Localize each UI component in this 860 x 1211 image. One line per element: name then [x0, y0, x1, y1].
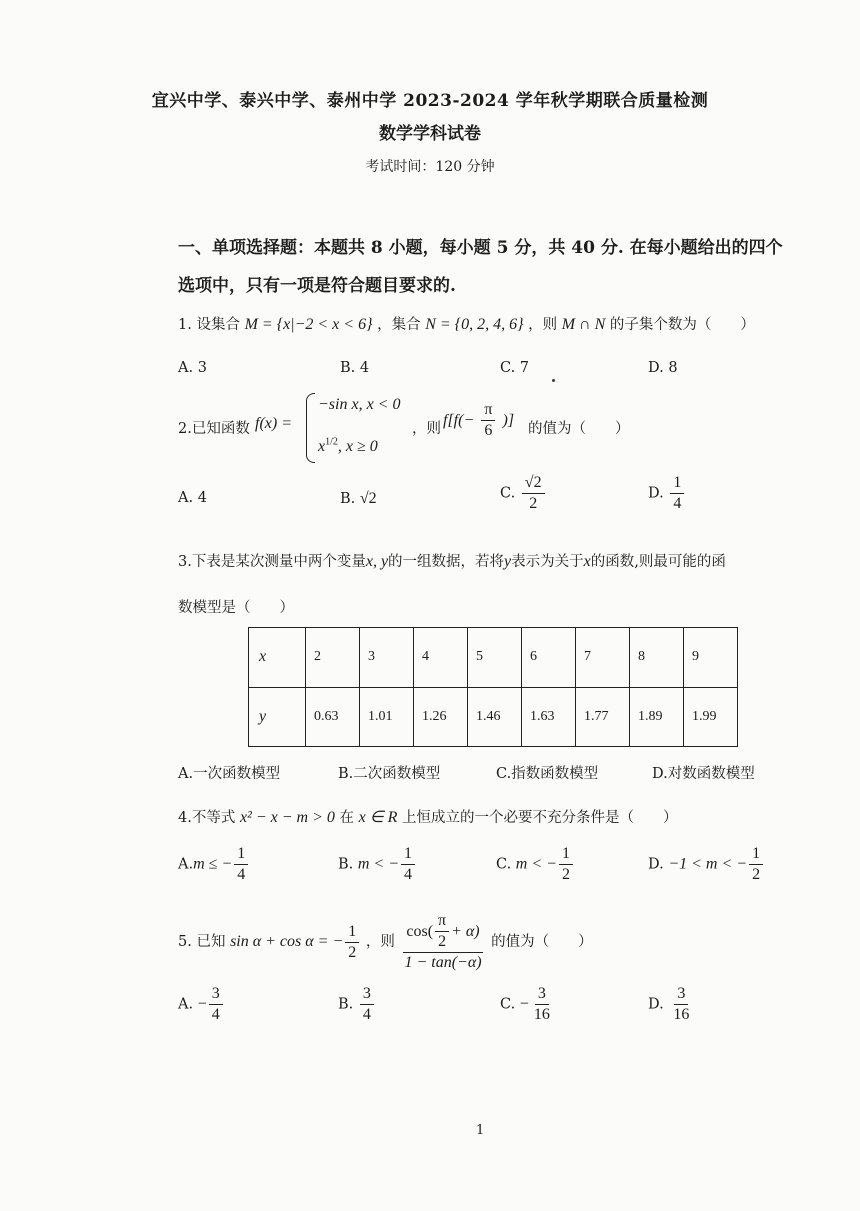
q2-fx: f(x) =	[255, 415, 292, 432]
q3-vars: x, y	[365, 553, 389, 570]
q3-line1-mid2: 表示为关于	[511, 554, 584, 570]
q5-option-c-den: 16	[533, 1006, 550, 1023]
q5-option-a-frac	[209, 985, 223, 1024]
q5-option-a-num: 3	[209, 985, 223, 1005]
q2-option-d-num: 1	[670, 474, 684, 494]
q1-option-d: D. 8	[648, 360, 678, 376]
q4-option-b-den: 4	[404, 866, 413, 883]
q5-option-d-num: 3	[674, 985, 688, 1005]
q4-option-d	[648, 845, 765, 884]
q2-option-c-label: C.	[500, 485, 516, 502]
q4-option-a-num: 1	[234, 845, 248, 865]
q5-condition-frac	[345, 923, 359, 962]
q5-option-b-den: 4	[362, 1006, 371, 1023]
q2-brace	[306, 393, 315, 463]
q4-option-c-pre: m < −	[515, 855, 557, 873]
q3-line1-mid: 的一组数据，若将	[388, 554, 505, 570]
table-cell: 8	[630, 628, 684, 688]
exam-time: 考试时间：120 分钟	[365, 159, 495, 175]
table-cell: 2	[306, 628, 360, 688]
q3-option-d: D.对数函数模型	[652, 766, 755, 782]
table-cell: 3	[360, 628, 414, 688]
q1-option-c: C. 7	[500, 360, 530, 376]
q4-inequality: x² − x − m > 0	[239, 809, 335, 826]
q2-case2	[318, 436, 378, 456]
q2-prefix: 2.已知函数	[178, 421, 250, 437]
exam-subtitle: 数学学科试卷	[379, 124, 481, 144]
q5-option-d-label: D.	[648, 996, 664, 1013]
q2-pi: π	[481, 401, 495, 421]
q3-option-a: A.一次函数模型	[178, 766, 281, 782]
q5-condition-num: 1	[345, 923, 359, 943]
q4-option-c	[496, 845, 575, 884]
q4-option-b	[338, 845, 417, 884]
q2-case2-base: x	[318, 438, 326, 455]
q1-option-b: B. 4	[340, 360, 370, 376]
table-header-x: x	[249, 628, 306, 688]
q3-line2: 数模型是（ ）	[178, 600, 294, 616]
table-cell: 5	[468, 628, 522, 688]
table-cell: 1.26	[414, 687, 468, 747]
q2-expr-pre: f[f(−	[443, 412, 475, 429]
q2-option-b-value: √2	[359, 490, 377, 507]
q4-option-a-pre: m ≤ −	[193, 855, 233, 873]
q2-expr	[443, 401, 514, 440]
q5-den-text: 1 − tan(−α)	[404, 954, 482, 971]
section-heading-line1: 一、单项选择题：本题共 8 小题，每小题 5 分，共 40 分. 在每小题给出的四个	[178, 238, 783, 258]
table-cell: 1.99	[684, 687, 738, 747]
table-cell: 1.46	[468, 687, 522, 747]
question-1	[178, 313, 755, 334]
q4-option-d-label: D.	[648, 856, 664, 873]
q3-data-table	[248, 627, 738, 747]
q4-prefix: 4.不等式	[178, 810, 236, 826]
q2-option-d-label: D.	[648, 485, 664, 502]
section-heading-line2: 选项中，只有一项是符合题目要求的.	[178, 276, 456, 296]
q5-option-b	[338, 985, 376, 1024]
table-header-y: y	[249, 687, 306, 747]
q2-expr-post: )]	[502, 412, 515, 429]
q2-case2-cond: , x ≥ 0	[337, 438, 378, 455]
q4-option-d-frac	[749, 845, 763, 884]
q4-option-c-den: 2	[561, 866, 570, 883]
q5-option-d	[648, 985, 694, 1024]
q4-option-b-num: 1	[401, 845, 415, 865]
q4-domain: x ∈ R	[358, 809, 398, 826]
q4-option-d-den: 2	[752, 866, 761, 883]
question-5	[178, 912, 593, 972]
q5-option-c-frac	[531, 985, 553, 1024]
q2-option-c	[500, 474, 547, 513]
table-cell: 9	[684, 628, 738, 688]
q1-option-a: A. 3	[178, 360, 207, 376]
scan-speck	[552, 379, 555, 382]
table-cell: 6	[522, 628, 576, 688]
q4-option-c-frac	[559, 845, 573, 884]
q2-option-d-frac	[670, 474, 684, 513]
q1-set-n: N = {0, 2, 4, 6}	[425, 316, 524, 333]
q3-y: y	[504, 553, 512, 570]
q3-option-c: C.指数函数模型	[496, 766, 599, 782]
q2-mid: ，则	[412, 421, 441, 437]
q2-option-d-den: 4	[673, 495, 682, 512]
table-cell: 1.63	[522, 687, 576, 747]
q3-x: x	[583, 553, 591, 570]
q5-option-a-den: 4	[211, 1006, 220, 1023]
table-cell: 4	[414, 628, 468, 688]
q1-expr: M ∩ N	[561, 316, 606, 333]
q1-mid2: ，则	[528, 317, 558, 333]
q5-num-post: + α)	[451, 922, 480, 940]
q5-option-b-num: 3	[360, 985, 374, 1005]
q5-main-den	[401, 953, 484, 972]
table-cell: 0.63	[306, 687, 360, 747]
q4-option-b-label: B.	[338, 856, 354, 873]
q1-mid: ，集合	[377, 317, 421, 333]
q5-pi: π	[435, 912, 449, 932]
q5-option-c-sign: −	[519, 995, 529, 1013]
q2-option-c-num: √2	[522, 474, 545, 494]
q4-option-a	[178, 845, 250, 884]
q2-option-d	[648, 474, 686, 513]
q5-prefix: 5. 已知	[178, 934, 226, 950]
q4-option-c-label: C.	[496, 856, 512, 873]
q2-option-a: A. 4	[178, 490, 207, 506]
q3-option-b: B.二次函数模型	[338, 766, 441, 782]
q4-option-b-pre: m < −	[357, 855, 400, 873]
q4-option-c-num: 1	[559, 845, 573, 865]
q5-option-b-label: B.	[338, 996, 354, 1013]
q5-mid: ，则	[365, 934, 395, 950]
q5-pi-over-2	[435, 912, 449, 951]
q5-main-num	[403, 912, 482, 953]
q4-option-b-frac	[401, 845, 415, 884]
q5-option-d-frac	[670, 985, 692, 1024]
q2-six: 6	[484, 422, 493, 439]
table-cell: 7	[576, 628, 630, 688]
table-row	[249, 687, 738, 747]
q2-option-b	[340, 490, 377, 508]
q3-line1-post: 的函数,则最可能的函	[590, 554, 726, 570]
q4-mid: 在	[339, 810, 355, 826]
q1-prefix: 1. 设集合	[178, 317, 240, 333]
q5-num-pre: cos(	[406, 922, 434, 940]
table-row	[249, 628, 738, 688]
question-4	[178, 806, 678, 827]
q2-suffix: 的值为（ ）	[528, 421, 630, 437]
q2-pi-over-6	[481, 401, 495, 440]
exam-title: 宜兴中学、泰兴中学、泰州中学 2023-2024 学年秋学期联合质量检测	[151, 91, 709, 111]
q5-condition: sin α + cos α = −	[230, 933, 344, 950]
q4-option-a-frac	[234, 845, 248, 884]
q5-option-d-den: 16	[673, 1006, 690, 1023]
q2-option-c-frac	[522, 474, 545, 513]
q5-two: 2	[438, 933, 447, 950]
q1-suffix: 的子集个数为（ ）	[609, 317, 755, 333]
page-number: 1	[476, 1123, 485, 1138]
q5-main-fraction	[401, 912, 484, 972]
q2-case2-exp: 1/2	[325, 436, 338, 448]
q1-set-m: M = {x|−2 < x < 6}	[244, 316, 373, 333]
q3-line1	[178, 550, 726, 571]
q4-option-d-pre: −1 < m < −	[668, 855, 748, 873]
q4-option-a-label: A.	[178, 856, 194, 873]
q5-option-c	[500, 985, 555, 1024]
q5-option-b-frac	[360, 985, 374, 1024]
q5-option-c-label: C.	[500, 996, 516, 1013]
q3-line1-pre: 3.下表是某次测量中两个变量	[178, 554, 366, 570]
q2-case1: −sin x, x < 0	[318, 396, 401, 413]
q5-option-a-label: A.	[178, 996, 194, 1013]
q5-option-c-num: 3	[535, 985, 549, 1005]
q5-option-a-sign: −	[197, 995, 207, 1013]
table-cell: 1.89	[630, 687, 684, 747]
q2-option-b-label: B.	[340, 491, 356, 507]
q4-suffix: 上恒成立的一个必要不充分条件是（ ）	[402, 810, 678, 826]
table-cell: 1.01	[360, 687, 414, 747]
q5-suffix: 的值为（ ）	[491, 934, 593, 950]
q2-option-c-den: 2	[529, 495, 538, 512]
table-cell: 1.77	[576, 687, 630, 747]
q4-option-d-num: 1	[749, 845, 763, 865]
q5-condition-den: 2	[348, 943, 357, 961]
q5-option-a	[178, 985, 225, 1024]
q4-option-a-den: 4	[237, 866, 246, 883]
